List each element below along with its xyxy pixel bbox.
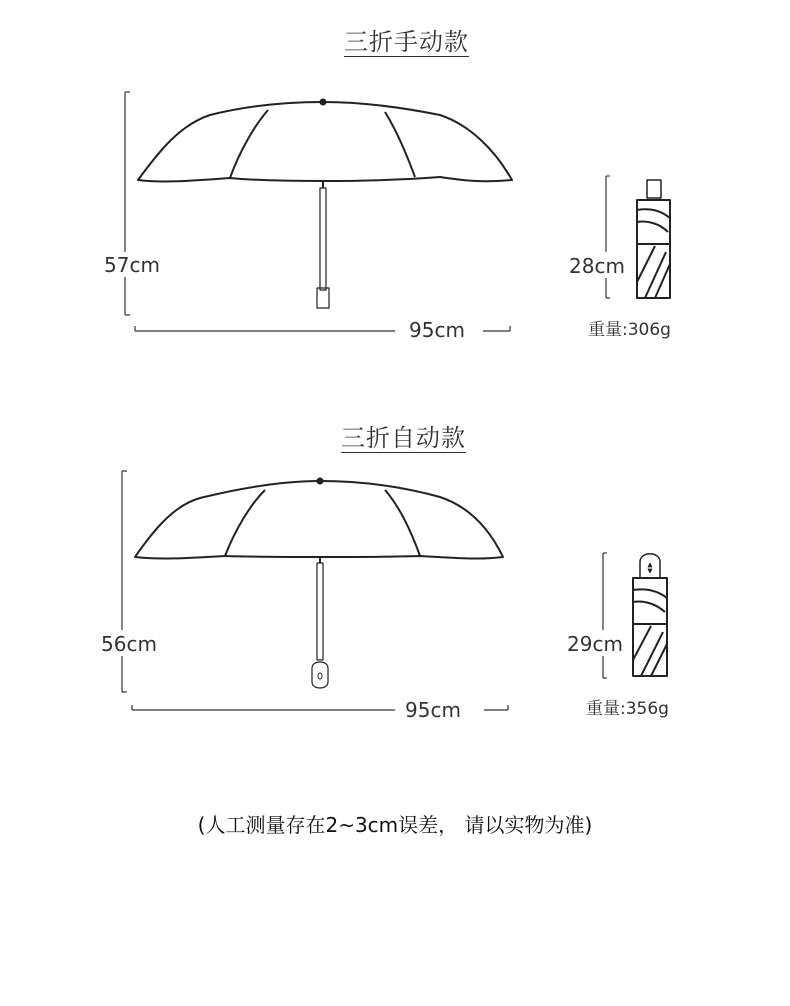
manual-section-title: 三折手动款 [344,28,469,56]
manual-height-dimension [125,92,130,315]
manual-width-label: 95cm [409,318,465,342]
auto-folded-dimension [603,553,607,678]
measurement-disclaimer: (人工测量存在2~3cm误差， 请以实物为准) [197,813,593,837]
auto-height-label: 56cm [101,632,157,656]
manual-height-label: 57cm [104,253,160,277]
manual-weight-label: 重量:306g [588,320,671,340]
auto-height-dimension [122,471,127,692]
manual-folded-umbrella-icon [637,180,670,298]
auto-folded-umbrella-icon [633,554,667,676]
auto-width-label: 95cm [405,698,461,722]
auto-weight-label: 重量:356g [586,699,669,719]
manual-open-umbrella-icon [138,100,512,309]
auto-section-title: 三折自动款 [341,424,466,452]
manual-folded-length-label: 28cm [569,254,625,278]
auto-folded-length-label: 29cm [567,632,623,656]
auto-open-umbrella-icon [135,479,503,689]
manual-folded-dimension [606,176,610,298]
